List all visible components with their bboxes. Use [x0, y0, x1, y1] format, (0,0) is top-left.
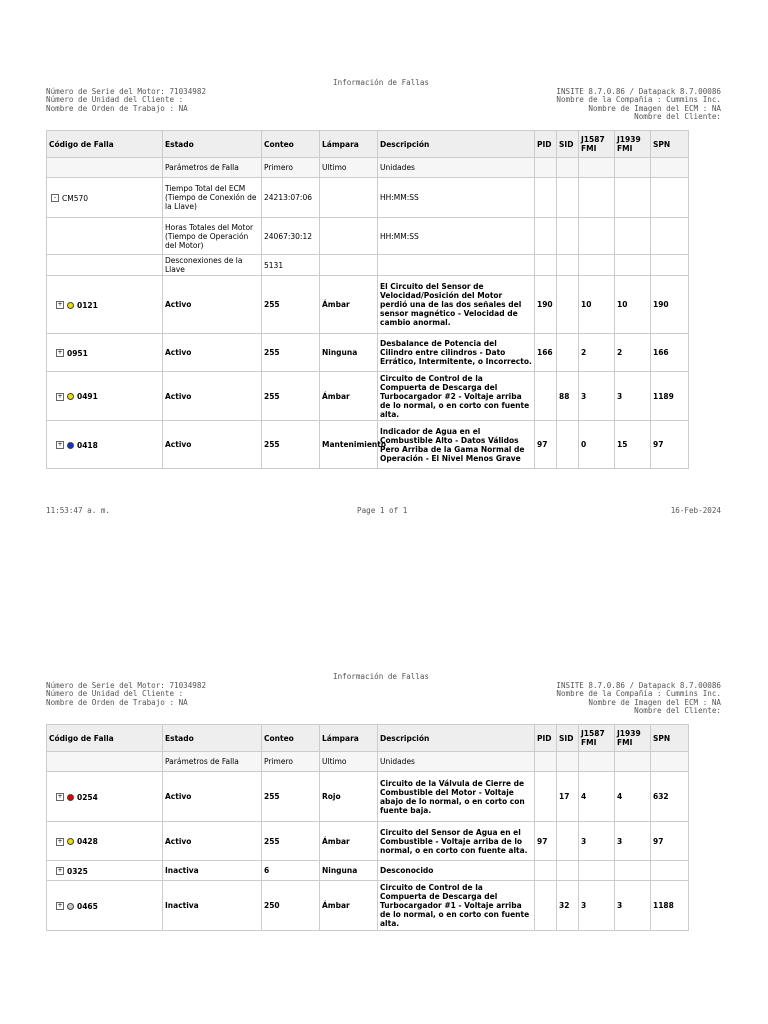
- fault-description: Circuito de Control de la Compuerta de Descarga del Turbocargador #1 - Voltaje arriba de lo normal, o en corto con fuente alta.: [378, 881, 535, 931]
- fault-description: El Circuito del Sensor de Velocidad/Posición del Motor perdió una de las dos señales del sensor magnético - Velocidad de cambio anormal.: [378, 276, 535, 334]
- fault-code: 0465: [77, 901, 98, 911]
- fault-j1587-fmi: 3: [579, 822, 615, 861]
- subheader-cell: Unidades: [378, 752, 535, 772]
- lamp-indicator-icon: [67, 903, 74, 910]
- subheader-cell: Parámetros de Falla: [163, 158, 262, 178]
- column-header: J1587 FMI: [579, 725, 615, 752]
- column-header: Lámpara: [320, 131, 378, 158]
- fault-0254[interactable]: [49, 793, 98, 802]
- fault-j1587-fmi: 10: [579, 276, 615, 334]
- fault-j1587-fmi: 2: [579, 334, 615, 372]
- column-header: SID: [557, 725, 579, 752]
- expand-icon[interactable]: +: [57, 837, 63, 845]
- fault-0325[interactable]: [49, 867, 88, 876]
- fault-description: Circuito del Sensor de Agua en el Combustible - Voltaje arriba de lo normal, o en corto con fuente alta.: [378, 822, 535, 861]
- fault-lamp: Ninguna: [320, 861, 378, 881]
- column-header: SID: [557, 131, 579, 158]
- column-header: Estado: [163, 131, 262, 158]
- table-row: [47, 178, 689, 218]
- fault-sid: 17: [557, 772, 579, 822]
- column-header: Conteo: [262, 725, 320, 752]
- fault-row: [47, 881, 689, 931]
- lamp-indicator-icon: [67, 838, 74, 845]
- expand-icon[interactable]: +: [57, 392, 63, 400]
- fault-pid: 190: [535, 276, 557, 334]
- work-order: Nombre de Orden de Trabajo : NA: [46, 103, 188, 113]
- subheader-cell: Ultimo: [320, 158, 378, 178]
- param-first: 24067:30:12: [262, 218, 320, 255]
- column-header: SPN: [651, 725, 689, 752]
- fault-count: 6: [262, 861, 320, 881]
- param-name: Desconexiones de la Llave: [163, 255, 262, 276]
- engine-serial: Número de Serie del Motor: 71034982: [46, 87, 207, 96]
- report-title: Información de Fallas: [333, 672, 430, 681]
- expand-icon[interactable]: +: [57, 349, 63, 357]
- param-last: [320, 178, 378, 218]
- fault-count: 255: [262, 822, 320, 861]
- fault-pid: 166: [535, 334, 557, 372]
- footer-page-number: Page 1 of 1: [357, 506, 408, 515]
- fault-description: Desconocido: [378, 861, 535, 881]
- fault-pid: 97: [535, 421, 557, 469]
- fault-lamp: Rojo: [320, 772, 378, 822]
- fault-status: Activo: [163, 772, 262, 822]
- fault-sid: 88: [557, 372, 579, 421]
- fault-spn: 1188: [651, 881, 689, 931]
- param-first: 24213:07:06: [262, 178, 320, 218]
- fault-spn: 632: [651, 772, 689, 822]
- fault-code: 0491: [77, 392, 98, 402]
- fault-j1587-fmi: 0: [579, 421, 615, 469]
- param-unit: HH:MM:SS: [378, 218, 535, 255]
- fault-description: Circuito de la Válvula de Cierre de Combustible del Motor - Voltaje abajo de lo normal, o en corto con fuente baja.: [378, 772, 535, 822]
- customer-name: Nombre del Cliente:: [634, 706, 721, 716]
- subheader-cell: Parámetros de Falla: [163, 752, 262, 772]
- fault-code: 0254: [77, 792, 98, 802]
- fault-spn: 97: [651, 822, 689, 861]
- fault-spn: 166: [651, 334, 689, 372]
- fault-lamp: Mantenimiento: [320, 421, 378, 469]
- fault-count: 255: [262, 334, 320, 372]
- insite-version: INSITE 8.7.0.86 / Datapack 8.7.00086: [556, 681, 721, 690]
- customer-unit: Número de Unidad del Cliente :: [46, 95, 184, 105]
- customer-unit: Número de Unidad del Cliente :: [46, 689, 184, 699]
- fault-j1587-fmi: [579, 861, 615, 881]
- fault-sid: [557, 334, 579, 372]
- subheader-cell: Unidades: [378, 158, 535, 178]
- fault-status: Activo: [163, 421, 262, 469]
- fault-lamp: Ámbar: [320, 881, 378, 931]
- fault-j1939-fmi: 3: [615, 822, 651, 861]
- fault-j1939-fmi: [615, 861, 651, 881]
- fault-spn: [651, 861, 689, 881]
- fault-j1587-fmi: 3: [579, 372, 615, 421]
- param-unit: [378, 255, 535, 276]
- column-header: Lámpara: [320, 725, 378, 752]
- column-header: SPN: [651, 131, 689, 158]
- param-name: Tiempo Total del ECM (Tiempo de Conexión de la Llave): [163, 178, 262, 218]
- lamp-indicator-icon: [67, 393, 74, 400]
- fault-row: [47, 372, 689, 421]
- fault-row: [47, 421, 689, 469]
- company-name: Nombre de la Compañía : Cummins Inc.: [556, 689, 721, 699]
- fault-count: 255: [262, 772, 320, 822]
- expand-icon[interactable]: +: [57, 902, 63, 910]
- customer-name: Nombre del Cliente:: [634, 112, 721, 122]
- fault-lamp: Ámbar: [320, 822, 378, 861]
- fault-description: Circuito de Control de la Compuerta de Descarga del Turbocargador #2 - Voltaje arriba de lo normal, o en corto con fuente alta.: [378, 372, 535, 421]
- column-header: J1939 FMI: [615, 131, 651, 158]
- column-header: PID: [535, 725, 557, 752]
- fault-lamp: Ámbar: [320, 276, 378, 334]
- column-header: Descripción: [378, 131, 535, 158]
- fault-status: Activo: [163, 276, 262, 334]
- fault-description: Indicador de Agua en el Combustible Alto - Datos Válidos Pero Arriba de la Gama Normal de Operación - El Nivel Menos Grave: [378, 421, 535, 469]
- fault-0418[interactable]: [49, 441, 98, 450]
- fault-pid: [535, 772, 557, 822]
- fault-count: 250: [262, 881, 320, 931]
- table-row: [47, 255, 689, 276]
- fault-j1939-fmi: 4: [615, 772, 651, 822]
- fault-j1939-fmi: 2: [615, 334, 651, 372]
- work-order: Nombre de Orden de Trabajo : NA: [46, 697, 188, 707]
- fault-row: [47, 276, 689, 334]
- fault-lamp: Ninguna: [320, 334, 378, 372]
- header-left-info: [46, 682, 206, 707]
- expand-icon[interactable]: +: [57, 301, 63, 309]
- header-right-info: [556, 88, 721, 122]
- column-header: Código de Falla: [47, 131, 163, 158]
- fault-spn: 190: [651, 276, 689, 334]
- fault-pid: 97: [535, 822, 557, 861]
- collapse-icon[interactable]: -: [51, 194, 59, 202]
- fault-spn: 1189: [651, 372, 689, 421]
- fault-table: [46, 130, 689, 469]
- fault-0465[interactable]: [49, 902, 98, 911]
- fault-sid: [557, 276, 579, 334]
- fault-status: Activo: [163, 372, 262, 421]
- ecm-image-name: Nombre de Imagen del ECM : NA: [588, 697, 721, 707]
- fault-0121[interactable]: [49, 301, 98, 310]
- fault-pid: [535, 881, 557, 931]
- column-header: PID: [535, 131, 557, 158]
- column-header: J1939 FMI: [615, 725, 651, 752]
- subheader-cell: Primero: [262, 752, 320, 772]
- fault-j1939-fmi: 3: [615, 881, 651, 931]
- column-header: Descripción: [378, 725, 535, 752]
- ecm-image-name: Nombre de Imagen del ECM : NA: [588, 103, 721, 113]
- fault-j1587-fmi: 3: [579, 881, 615, 931]
- fault-code: 0418: [77, 440, 98, 450]
- param-name: Horas Totales del Motor (Tiempo de Operación del Motor): [163, 218, 262, 255]
- column-header: Código de Falla: [47, 725, 163, 752]
- subheader-cell: Ultimo: [320, 752, 378, 772]
- expand-icon[interactable]: +: [57, 441, 63, 449]
- header-left-info: [46, 88, 206, 113]
- param-unit: HH:MM:SS: [378, 178, 535, 218]
- fault-count: 255: [262, 421, 320, 469]
- param-last: [320, 255, 378, 276]
- fault-spn: 97: [651, 421, 689, 469]
- fault-code: 0428: [77, 837, 98, 847]
- subheader-cell: Primero: [262, 158, 320, 178]
- fault-j1587-fmi: 4: [579, 772, 615, 822]
- fault-j1939-fmi: 10: [615, 276, 651, 334]
- fault-0951[interactable]: [49, 349, 88, 358]
- table-row: [47, 218, 689, 255]
- fault-j1939-fmi: 3: [615, 372, 651, 421]
- report-title: Información de Fallas: [333, 78, 430, 87]
- company-name: Nombre de la Compañía : Cummins Inc.: [556, 95, 721, 105]
- fault-row: [47, 334, 689, 372]
- param-last: [320, 218, 378, 255]
- fault-lamp: Ámbar: [320, 372, 378, 421]
- fault-status: Inactiva: [163, 881, 262, 931]
- fault-sid: 32: [557, 881, 579, 931]
- fault-count: 255: [262, 276, 320, 334]
- header-right-info: [556, 682, 721, 716]
- fault-status: Activo: [163, 334, 262, 372]
- expand-icon[interactable]: +: [57, 793, 63, 801]
- column-header: Conteo: [262, 131, 320, 158]
- insite-version: INSITE 8.7.0.86 / Datapack 8.7.00086: [556, 87, 721, 96]
- table-subheader-row: [47, 158, 689, 178]
- table-subheader-row: [47, 752, 689, 772]
- fault-code: 0325: [67, 866, 88, 876]
- lamp-indicator-icon: [67, 302, 74, 309]
- fault-pid: [535, 372, 557, 421]
- fault-table: [46, 724, 689, 931]
- engine-serial: Número de Serie del Motor: 71034982: [46, 681, 207, 690]
- fault-count: 255: [262, 372, 320, 421]
- fault-0491[interactable]: [49, 392, 98, 401]
- fault-code: 0951: [67, 348, 88, 358]
- expand-icon[interactable]: +: [57, 867, 63, 875]
- fault-group-cm570[interactable]: [49, 194, 88, 203]
- fault-0428[interactable]: [49, 837, 98, 846]
- footer-date: 16-Feb-2024: [670, 506, 721, 515]
- lamp-indicator-icon: [67, 442, 74, 449]
- lamp-indicator-icon: [67, 794, 74, 801]
- fault-row: [47, 822, 689, 861]
- fault-row: [47, 861, 689, 881]
- fault-status: Inactiva: [163, 861, 262, 881]
- column-header: J1587 FMI: [579, 131, 615, 158]
- fault-code: 0121: [77, 300, 98, 310]
- footer-time: 11:53:47 a. m.: [46, 506, 111, 515]
- fault-pid: [535, 861, 557, 881]
- table-header-row: [47, 131, 689, 158]
- table-header-row: [47, 725, 689, 752]
- fault-sid: [557, 822, 579, 861]
- fault-status: Activo: [163, 822, 262, 861]
- fault-sid: [557, 421, 579, 469]
- column-header: Estado: [163, 725, 262, 752]
- fault-sid: [557, 861, 579, 881]
- fault-code: CM570: [62, 193, 89, 203]
- fault-j1939-fmi: 15: [615, 421, 651, 469]
- param-first: 5131: [262, 255, 320, 276]
- fault-description: Desbalance de Potencia del Cilindro entre cilindros - Dato Errático, Intermitente, o Incorrecto.: [378, 334, 535, 372]
- fault-row: [47, 772, 689, 822]
